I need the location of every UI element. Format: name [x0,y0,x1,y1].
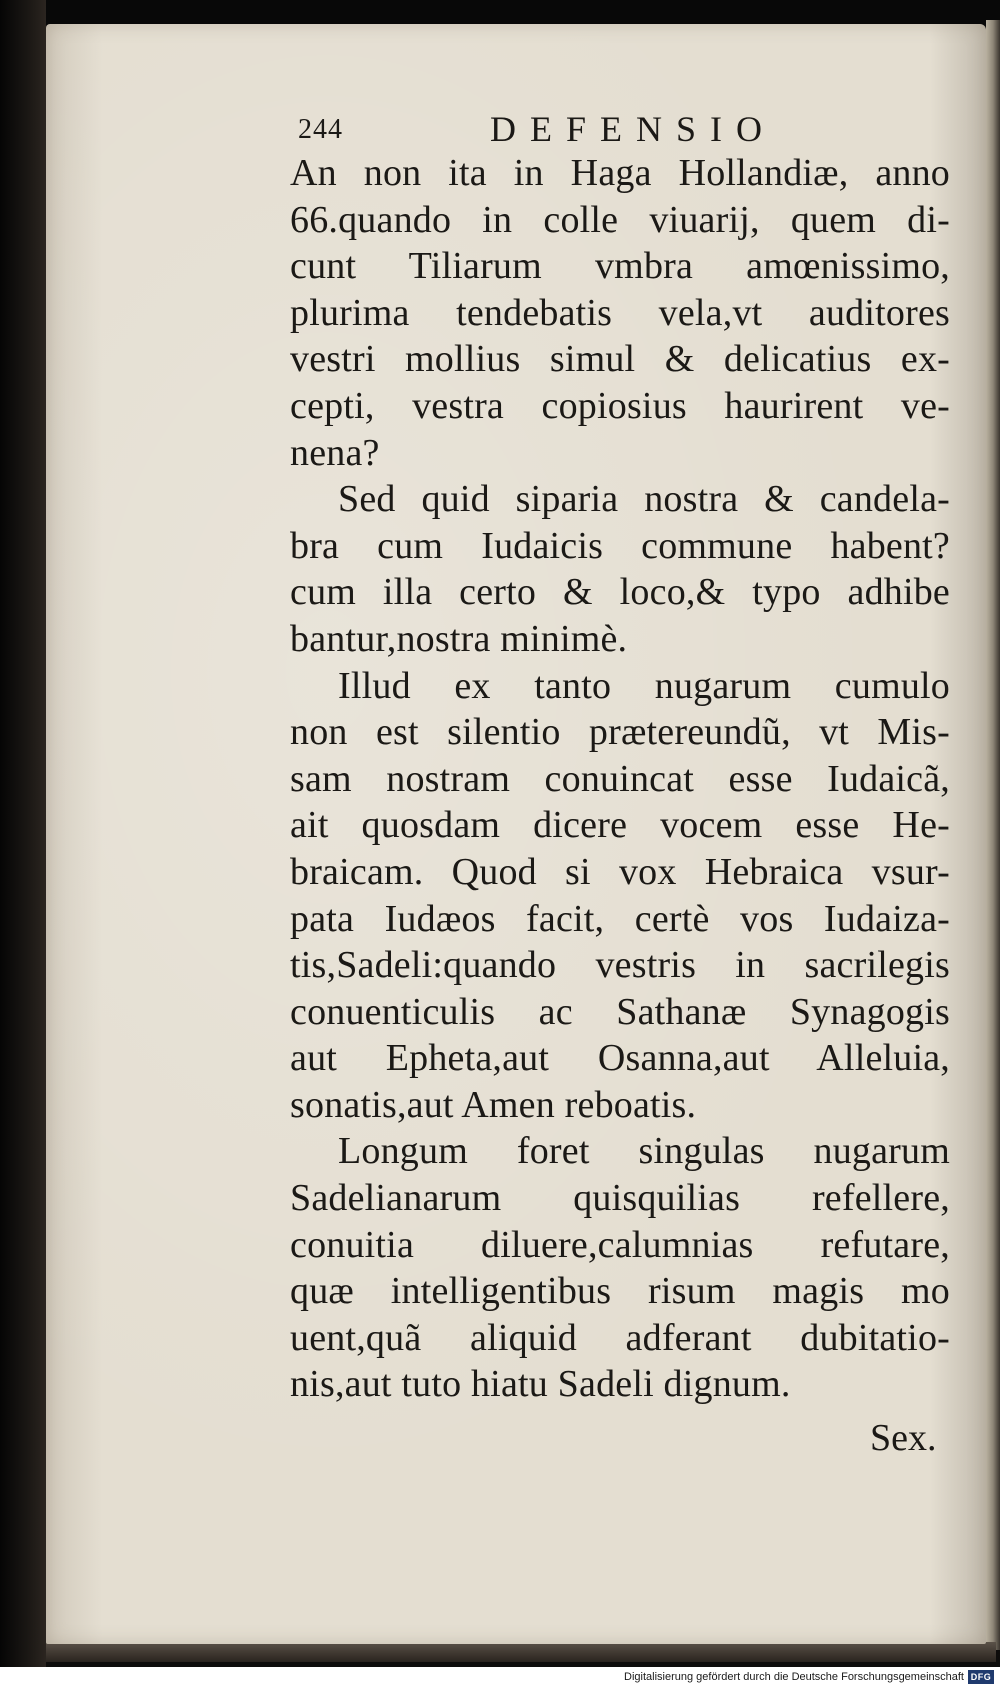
text-line: bantur,nostra minimè. [290,617,628,660]
text-line: bra cum Iudaicis commune habent? [290,524,950,567]
text-line: conuenticulis ac Sathanæ Synagogis [290,990,950,1033]
body-text [290,150,950,1408]
catchword: Sex. [870,1417,937,1459]
paragraph-start-line: Sed quid siparia nostra & candela- [338,478,950,521]
text-line: tis,Sadeli:quando vestris in sacrilegis [290,944,950,987]
text-line: vestri mollius simul & delicatius ex- [290,338,950,381]
page-edge [986,20,1000,1650]
text-line: non est silentio prætereundũ, vt Mis- [290,711,950,754]
text-line: 66.quando in colle viuarij, quem di- [290,198,950,241]
book-spine [0,0,46,1689]
funding-credit: Digitalisierung gefördert durch die Deutsche Forschungsgemeinschaft [624,1671,964,1683]
running-head: DEFENSIO [490,109,777,149]
text-line: uent,quã aliquid adferant dubitatio- [290,1316,950,1359]
text-line: cunt Tiliarum vmbra amœnissimo, [290,245,950,288]
text-line: conuitia diluere,calumnias refutare, [290,1223,950,1266]
scan-top-shadow [0,0,1000,26]
text-line: cepti, vestra copiosius haurirent ve- [290,384,950,427]
text-line: sonatis,aut Amen reboatis. [290,1083,697,1126]
text-line: An non ita in Haga Hollandiæ, anno [290,152,950,194]
text-line: nena? [290,431,380,474]
text-line: sam nostram conuincat esse Iudaicã, [290,757,950,800]
page-number: 244 [298,114,343,145]
text-line: plurima tendebatis vela,vt auditores [290,291,950,334]
text-line: aut Epheta,aut Osanna,aut Alleluia, [290,1037,950,1080]
text-line: quæ intelligentibus risum magis mo [290,1270,950,1313]
text-line: braicam. Quod si vox Hebraica vsur- [290,850,950,893]
dfg-logo: DFG [968,1670,994,1684]
page-bottom-edge [46,1642,996,1662]
paragraph-start-line: Longum foret singulas nugarum [338,1130,950,1173]
text-line: cum illa certo & loco,& typo adhibe [290,571,950,614]
text-line: Sadelianarum quisquilias refellere, [290,1177,950,1220]
text-line: nis,aut tuto hiatu Sadeli dignum. [290,1363,791,1406]
text-line: pata Iudæos facit, certè vos Iudaiza- [290,897,950,940]
paragraph-start-line: Illud ex tanto nugarum cumulo [338,664,950,707]
text-line: ait quosdam dicere vocem esse He- [290,804,950,847]
